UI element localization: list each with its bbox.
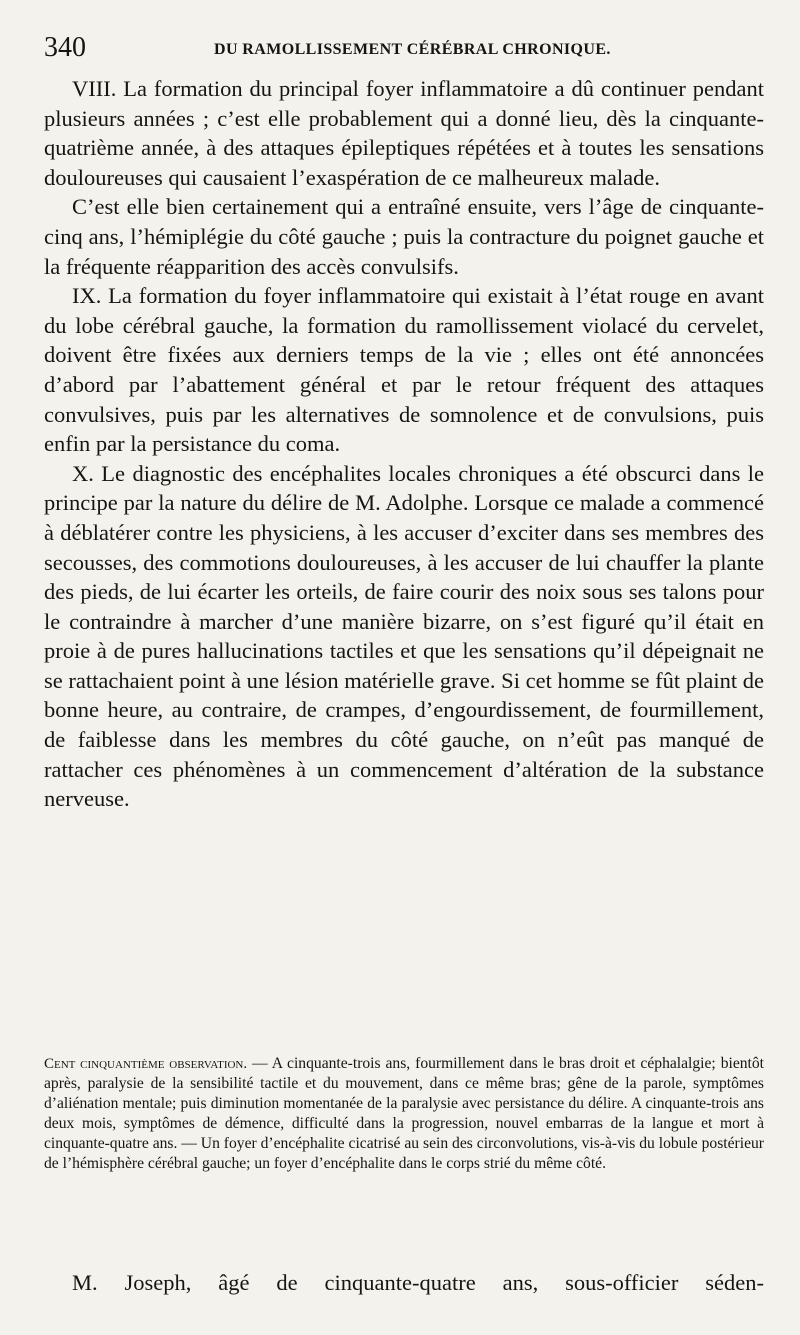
observation-block	[44, 1054, 764, 1174]
observation-paragraph	[44, 1054, 764, 1174]
paragraph-viii: VIII. La formation du principal foyer inflammatoire a dû continuer pendant plusieurs années ; c’est elle probablement qui a donné lieu, dès la cinquante-quatrième année, à des attaques épileptiques répétées et à toutes les sensations douloureuses qui causaient l’exaspération de ce malheureux malade.	[44, 76, 764, 190]
page-header	[44, 32, 764, 66]
observation-text: — A cinquante-trois ans, fourmillement dans le bras droit et céphalalgie; bientôt après, paralysie de la sensibilité tactile et du mouvement, dans ce même bras; gêne de la parole, symptômes d’aliénation mentale; puis diminution momentanée de la paralysie avec persistance du délire. A cinquante-trois ans deux mois, symptômes de démence, difficulté dans la progression, nouvel embarras de la langue et mort à cinquante-quatre ans. — Un foyer d’encéphalite cicatrisé au sein des circonvolutions, vis-à-vis du lobule postérieur de l’hémisphère cérébral gauche; un foyer d’encéphalite dans le corps strié du même côté.	[44, 1055, 764, 1172]
paragraph-x: X. Le diagnostic des encéphalites locales chroniques a été obscurci dans le principe par la nature du délire de M. Adolphe. Lorsque ce malade a commencé à déblatérer contre les physiciens, à les accuser d’exciter dans ses membres des secousses, des commotions douloureuses, à les accuser de lui chauffer la plante des pieds, de lui écarter les orteils, de faire courir des noix sous ses talons pour le contraindre à marcher d’une manière bizarre, on s’est figuré qu’il était en proie à de pures hallucinations tactiles et que les sensations qu’il dépeignait ne se rattachaient point à une lésion matérielle grave. Si cet homme se fût plaint de bonne heure, au contraire, de crampes, d’engourdissement, de fourmillement, de faiblesse dans les membres du côté gauche, on n’eût pas manqué de rattacher ces phénomènes à un commencement d’altération de la substance nerveuse.	[44, 460, 764, 812]
closing-text	[44, 1268, 764, 1298]
observation-heading: Cent cinquantième observation.	[44, 1056, 248, 1072]
paragraph-viii-continued: C’est elle bien certainement qui a entraîné ensuite, vers l’âge de cinquante-cinq ans, l’hémiplégie du côté gauche ; puis la contracture du poignet gauche et la fréquente réapparition des accès convulsifs.	[44, 194, 764, 279]
closing-line: M. Joseph, âgé de cinquante-quatre ans, sous-officier séden-	[72, 1270, 764, 1295]
main-text	[44, 74, 764, 814]
page-number: 340	[44, 32, 86, 63]
running-title: DU RAMOLLISSEMENT CÉRÉBRAL CHRONIQUE.	[214, 41, 611, 58]
paragraph-ix: IX. La formation du foyer inflammatoire qui existait à l’état rouge en avant du lobe cérébral gauche, la formation du ramollissement violacé du cervelet, doivent être fixées aux derniers temps de la vie ; elles ont été annoncées d’abord par l’abattement général et par le retour fréquent des attaques convulsives, puis par les alternatives de somnolence et de convulsions, puis enfin par la persistance du coma.	[44, 283, 764, 457]
